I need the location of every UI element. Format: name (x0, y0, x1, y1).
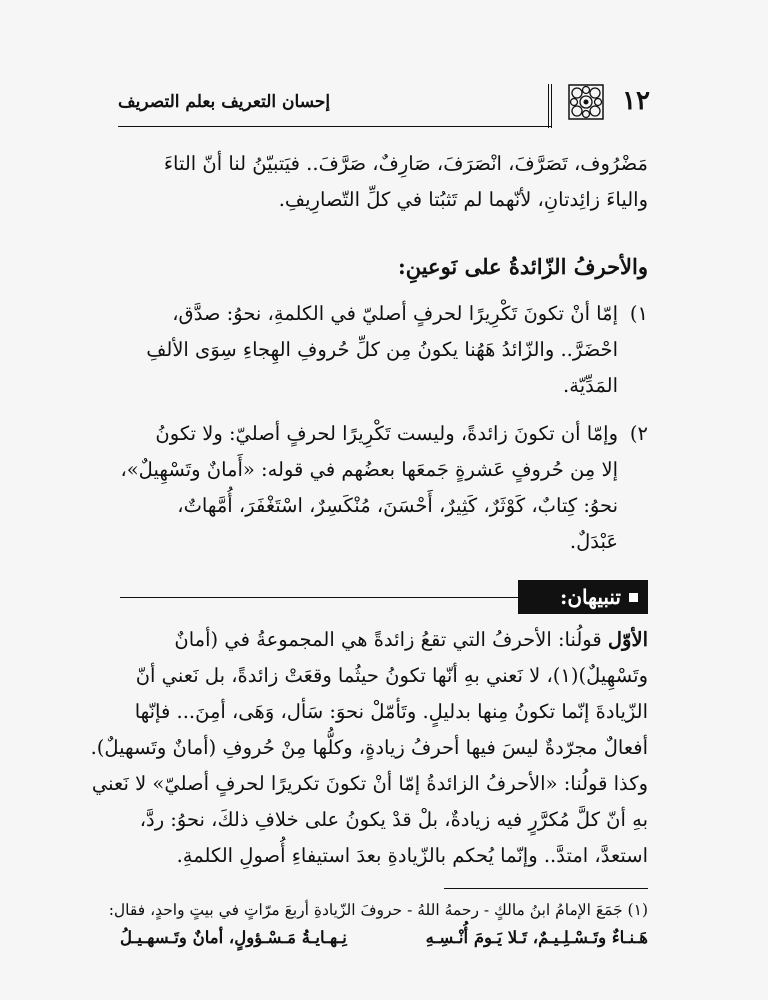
line-text: قولُنا: الأحرفُ التي تقعُ زائدةً هي المجموعةُ في (أمانٌ (174, 628, 608, 651)
square-bullet-icon (629, 593, 638, 602)
item-number: ٢) (629, 422, 648, 445)
ornament-icon (568, 84, 604, 120)
item-body (120, 416, 618, 560)
text-line: وتَسْهِيلٌ)(١)، لا نَعني بهِ أنّها تكونُ حيثُما وقعَتْ زائدةً، بل نَعني أنّ (135, 664, 648, 687)
text-line: إمّا أنْ تكونَ تَكْرِيرًا لحرفٍ أصليّ في الكلمةِ، نحوُ: صدَّق، (172, 302, 618, 325)
text-line: احْضَرَّ.. والزّائدُ هَهُنا يكونُ مِن كلِّ حُروفِ الهِجاءِ سِوَى الألفِ (146, 338, 618, 361)
text-line: عَبْدَلٌ. (569, 530, 618, 553)
footnote-text: (١) جَمَعَ الإمامُ ابنُ مالكٍ - رحمهُ اللهُ - حروفَ الزّيادةِ أربعَ مرّاتٍ في بيتٍ واحدٍ، فقال: (108, 901, 648, 919)
page-number: ١٢ (622, 86, 650, 116)
item-body (120, 296, 618, 404)
verse-hemistich-right: هَـنـاءٌ وتَـسْـلِـيـمٌ، تَـلا يَـومَ أُنْـسِـهِ (425, 928, 648, 947)
footnote-rule (444, 888, 648, 889)
text-line: بهِ أنّ كلَّ مُكرَّرٍ فيه زيادةٌ، بلْ قدْ يكونُ على خلافِ ذلكَ، نحوُ: ردَّ، (139, 808, 648, 831)
text-line: المَدِّيّة. (563, 374, 618, 397)
notice-rule (120, 597, 518, 598)
verse-hemistich-left: نِـهـايـةُ مَـسْـؤولٍ، أمانٌ وتَـسهـيـلُ (120, 928, 347, 947)
notice-paragraph (90, 622, 648, 874)
section-heading: والأحرفُ الزّائدةُ على نَوعينِ: (397, 254, 648, 279)
header-rule (118, 126, 552, 127)
header-divider (548, 84, 552, 128)
text-line: استعدَّ، امتدَّ.. وإنّما يُحكم بالزّيادةِ بعدَ استيفاءِ أُصولِ الكلمةِ. (176, 844, 648, 867)
running-title: إحسان التعريف بعلم التصريف (118, 92, 331, 112)
item-number: ١) (629, 302, 648, 325)
first-word: الأوّل (607, 628, 648, 651)
text-line: والياءَ زائِدتانِ، لأنّهما لم تَثبُتا في كلِّ التّصارِيفِ. (278, 188, 648, 211)
text-line: وكذا قولُنا: «الأحرفُ الزائدةُ إمّا أنْ تكونَ تكريرًا لحرفٍ أصليّ» لا نَعني (91, 772, 648, 795)
text-line: مَضْرُوف، تَصَرَّفَ، انْصَرَفَ، صَارِفٌ، صَرَّفَ.. فيَتبيّنُ لنا أنّ التاءَ (163, 152, 648, 175)
footnote-verse (120, 924, 648, 952)
text-line: أفعالٌ مجرّدةٌ ليسَ فيها أحرفُ زيادةٍ، وكلُّها مِنْ حُروفِ (أمانٌ وتَسهيلٌ). (90, 736, 648, 759)
notice-label: تنبيهان: (559, 585, 621, 609)
notice-heading (518, 580, 648, 614)
text-line: الزّيادةَ إنّما تكونُ مِنها بدليلٍ. وتَأمّلْ نحوَ: سَأل، وَهَى، أمِنَ... فإنّها (134, 700, 648, 723)
text-line: نحوُ: كِتابٌ، كَوْثَرٌ، كَثِيرٌ، أَحْسَنَ، مُنْكَسِرٌ، اسْتَغْفَرَ، أُمَّهاتٌ، (177, 494, 618, 517)
text-line (120, 622, 648, 658)
text-line: وإمّا أن تكونَ زائدةً، وليست تَكْرِيرًا لحرفٍ أصليّ: ولا تكونُ (155, 422, 618, 445)
intro-paragraph (120, 146, 648, 218)
footnote (108, 896, 648, 952)
text-line: إلا مِن حُروفٍ عَشرةٍ جَمعَها بعضُهم في قوله: «أَمانٌ وتَسْهِيلٌ»، (120, 458, 618, 481)
page-header (118, 84, 650, 128)
